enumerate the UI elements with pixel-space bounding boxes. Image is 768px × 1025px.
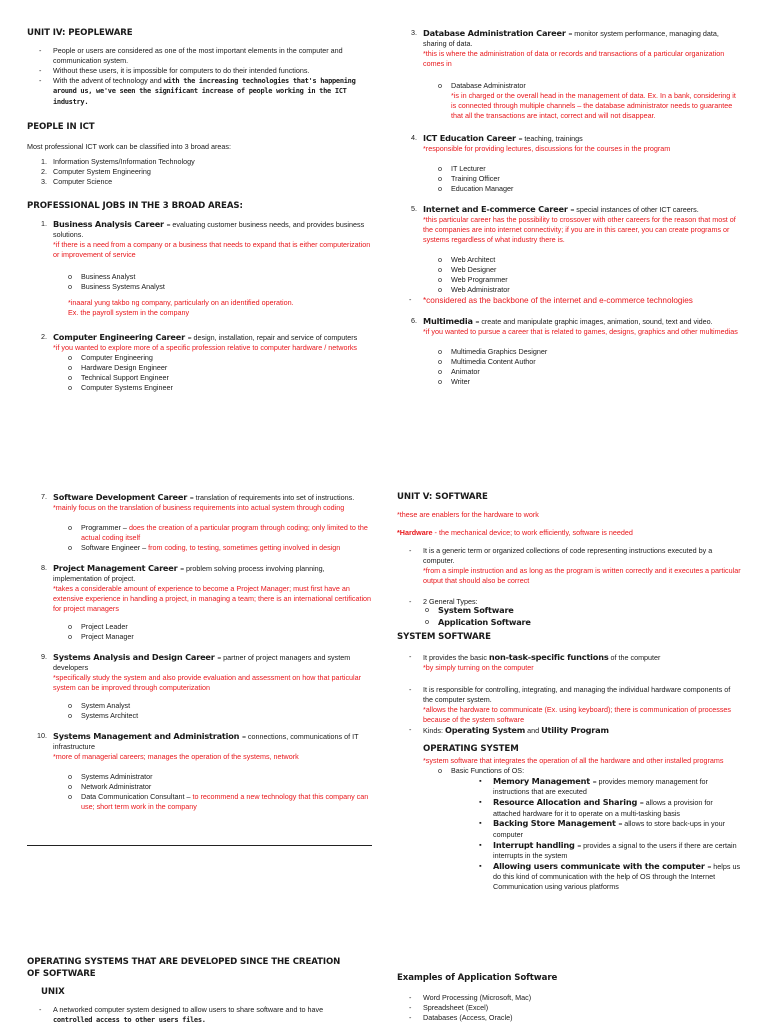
enablers-note: *these are enablers for the hardware to work bbox=[397, 509, 539, 519]
job-note: *inaaral yung takbo ng company, particularly on an identified operation. bbox=[68, 298, 294, 308]
unit5-section bbox=[397, 492, 742, 892]
job-item: 8. Project Management Career – problem solving process involving planning, implementation of project. *takes a considerable amount of experience to become a Project Manager; must first have an extensive experience in handling a project, in managing a team; there is an international certification for project managers bbox=[41, 563, 372, 614]
job-subitem: o Multimedia Graphics Designer bbox=[438, 347, 548, 357]
job-subitem: o Project Leader bbox=[68, 622, 128, 632]
job-subitem: o Software Engineer – from coding, to testing, sometimes getting involved in design bbox=[68, 543, 341, 553]
job-subitem: o Business Analyst bbox=[68, 272, 136, 282]
job-item: 9. Systems Analysis and Design Career – partner of project managers and system developers *specifically study the system and also provide evaluation and assessment on how that particular system can be improved through computerization bbox=[41, 652, 362, 693]
job-item: 6. Multimedia – create and manipulate graphic images, animation, sound, text and video. *if you wanted to pursue a career that is related to games, designs, graphics and other multimedias bbox=[411, 316, 738, 337]
area-item: 2. Computer System Engineering bbox=[41, 167, 151, 177]
people-in-ict-title: PEOPLE IN ICT bbox=[27, 121, 95, 132]
os-history-title: OPERATING SYSTEMS THAT ARE DEVELOPED SINCE THE CREATION OF SOFTWARE bbox=[27, 957, 341, 979]
job-item: 3. Database Administration Career – monitor system performance, managing data, sharing of data. *this is where the administration of data or records and transactions of a particular organization comes in bbox=[411, 28, 725, 69]
handwritten-text: with the increasing technologies that's happening around us, we've seen the significant increase of people working in the ICT industry. bbox=[53, 76, 356, 106]
job-subitem: o Education Manager bbox=[438, 184, 514, 193]
careers-continued-section bbox=[397, 28, 742, 387]
os-function: ▪ Resource Allocation and Sharing – allows a provision for attached hardware for it to operate on a multi-tasking basis bbox=[479, 797, 713, 818]
job-subitem: o Writer bbox=[438, 377, 471, 387]
peopleware-bullet: - With the advent of technology and with the increasing technologies that's happening around us, we've seen the significant increase of people working in the ICT industry. bbox=[39, 75, 356, 106]
unit5-title: UNIT V: SOFTWARE bbox=[397, 492, 488, 502]
app-example: - Databases (Access, Oracle) bbox=[409, 1012, 513, 1022]
software-bullet: - 2 General Types: bbox=[409, 597, 478, 607]
job-subitem: o System Analyst bbox=[68, 701, 131, 711]
operating-system-title: OPERATING SYSTEM bbox=[423, 744, 519, 755]
area-item: 3. Computer Science bbox=[41, 177, 113, 187]
os-function: ▪ Allowing users communicate with the computer – helps us do this kind of communication with the help of OS through the Internet Communication using various platforms bbox=[479, 860, 741, 892]
os-note: *system software that integrates the operation of all the hardware and other installed programs bbox=[423, 756, 724, 766]
job-subitem: o Multimedia Content Author bbox=[438, 357, 536, 367]
job-subitem: o Animator bbox=[438, 367, 480, 377]
system-software-title: SYSTEM SOFTWARE bbox=[397, 632, 491, 643]
people-intro: Most professional ICT work can be classified into 3 broad areas: bbox=[27, 141, 232, 151]
app-example: - Word Processing (Microsoft, Mac) bbox=[409, 992, 532, 1002]
area-item: 1. Information Systems/Information Technology bbox=[41, 157, 195, 167]
job-subitem: o Database Administrator *is in charged or the overall head in the management of data. Ex. In a bank, considering it is connected through multiple channels – the database administrator needs to guarantee that all the transactions are intact, correct and will not disappear. bbox=[438, 81, 736, 120]
divider bbox=[27, 845, 372, 846]
software-bullet: - It is responsible for controlling, integrating, and managing the individual hardware components of the computer system. *allows the hardware to communicate (Ex. using keyboard); there is communication of processes because of the system software bbox=[409, 685, 732, 724]
job-subitem: o Web Administrator bbox=[438, 284, 510, 294]
job-subitem: o Programmer – does the creation of a particular program through coding; only limited to the actual coding itself bbox=[68, 523, 368, 543]
job-subitem: o Computer Engineering bbox=[68, 353, 153, 363]
unit4-section bbox=[27, 28, 372, 393]
job-item: 10. Systems Management and Administration – connections, communications of IT infrastructure *more of managerial careers; manages the operation of the systems, network bbox=[37, 731, 359, 762]
os-function: ▪ Backing Store Management – allows to store back-ups in your computer bbox=[479, 818, 725, 839]
job-subitem: o Network Administrator bbox=[68, 782, 152, 792]
software-bullet: - Kinds: Operating System and Utility Program bbox=[409, 724, 609, 735]
os-function: ▪ Memory Management – provides memory management for instructions that are executed bbox=[479, 775, 708, 797]
job-subitem: o Project Manager bbox=[68, 632, 134, 642]
peopleware-bullet: - People or users are considered as one of the most important elements in the computer and communication system. bbox=[39, 45, 343, 65]
type-item: o System Software bbox=[425, 605, 514, 616]
backbone-note: - *considered as the backbone of the internet and e-commerce technologies bbox=[409, 294, 693, 305]
job-item: 1. Business Analysis Career – evaluating customer business needs, and provides business solutions. *if there is a need from a company or a business that needs to expand that is either computerization or improvement of service bbox=[41, 219, 371, 260]
unix-bullet: - A networked computer system designed to allow users to share software and to have controlled access to other users files. bbox=[39, 1004, 324, 1024]
peopleware-bullet: - Without these users, it is impossible for computers to do their intended functions. bbox=[39, 65, 310, 75]
software-bullet: - It is a generic term or organized collections of code representing instructions executed by a computer. *from a simple instruction and as long as the program is written correctly and it executes a particular output that should also be correct bbox=[409, 545, 741, 585]
job-subitem: o Web Architect bbox=[438, 255, 496, 265]
app-example: - Spreadsheet (Excel) bbox=[409, 1002, 489, 1012]
os-basic: o Basic Functions of OS: bbox=[438, 766, 525, 776]
job-subitem: o Systems Administrator bbox=[68, 772, 153, 782]
unix-title: UNIX bbox=[41, 986, 65, 997]
job-item: 4. ICT Education Career – teaching, trainings *responsible for providing lectures, discussions for the courses in the program bbox=[411, 132, 671, 154]
job-subitem: o Data Communication Consultant – to recommend a new technology that this company can use; short term work in the company bbox=[68, 792, 369, 811]
job-item: 2. Computer Engineering Career – design, installation, repair and service of computers *if you wanted to explore more of a specific profession relative to computer hardware / networks bbox=[41, 331, 358, 353]
job-subitem: o Business Systems Analyst bbox=[68, 282, 165, 292]
app-software-section bbox=[397, 973, 742, 1023]
job-item: 7. Software Development Career – translation of requirements into set of instructions. *mainly focus on the translation of business requirements into actual system through coding bbox=[41, 492, 355, 513]
careers-7-10-section bbox=[27, 492, 372, 812]
hardware-note: *Hardware - the mechanical device; to work efficiently, software is needed bbox=[397, 527, 633, 537]
job-item: 5. Internet and E-commerce Career – special instances of other ICT careers. *this particular career has the possibility to crossover with other careers for the reason that most of the companies are into internet connectivity; if you are in this career, you can create programs or systems regardless of what industry there is. bbox=[411, 203, 736, 245]
unit4-title: UNIT IV: PEOPLEWARE bbox=[27, 28, 133, 38]
job-subitem: o Web Programmer bbox=[438, 274, 508, 284]
app-software-title: Examples of Application Software bbox=[397, 973, 558, 983]
job-subitem: o Training Officer bbox=[438, 174, 500, 184]
job-subitem: o Computer Systems Engineer bbox=[68, 383, 173, 393]
job-subitem: o Hardware Design Engineer bbox=[68, 363, 168, 373]
job-subitem: o Web Designer bbox=[438, 265, 497, 274]
type-item: o Application Software bbox=[425, 616, 531, 627]
job-subitem: o Technical Support Engineer bbox=[68, 373, 169, 383]
job-subitem: o IT Lecturer bbox=[438, 164, 486, 174]
os-function: ▪ Interrupt handling – provides a signal to the users if there are certain interrupts in the system bbox=[479, 839, 737, 861]
os-history-section bbox=[27, 957, 347, 1025]
job-note: Ex. the payroll system in the company bbox=[68, 308, 190, 318]
handwritten-text: controlled access to other users files. bbox=[53, 1015, 206, 1024]
software-bullet: - It provides the basic non-task-specific functions of the computer *by simply turning on the computer bbox=[409, 651, 661, 673]
jobs-title: PROFESSIONAL JOBS IN THE 3 BROAD AREAS: bbox=[27, 201, 243, 212]
job-subitem: o Systems Architect bbox=[68, 711, 139, 721]
